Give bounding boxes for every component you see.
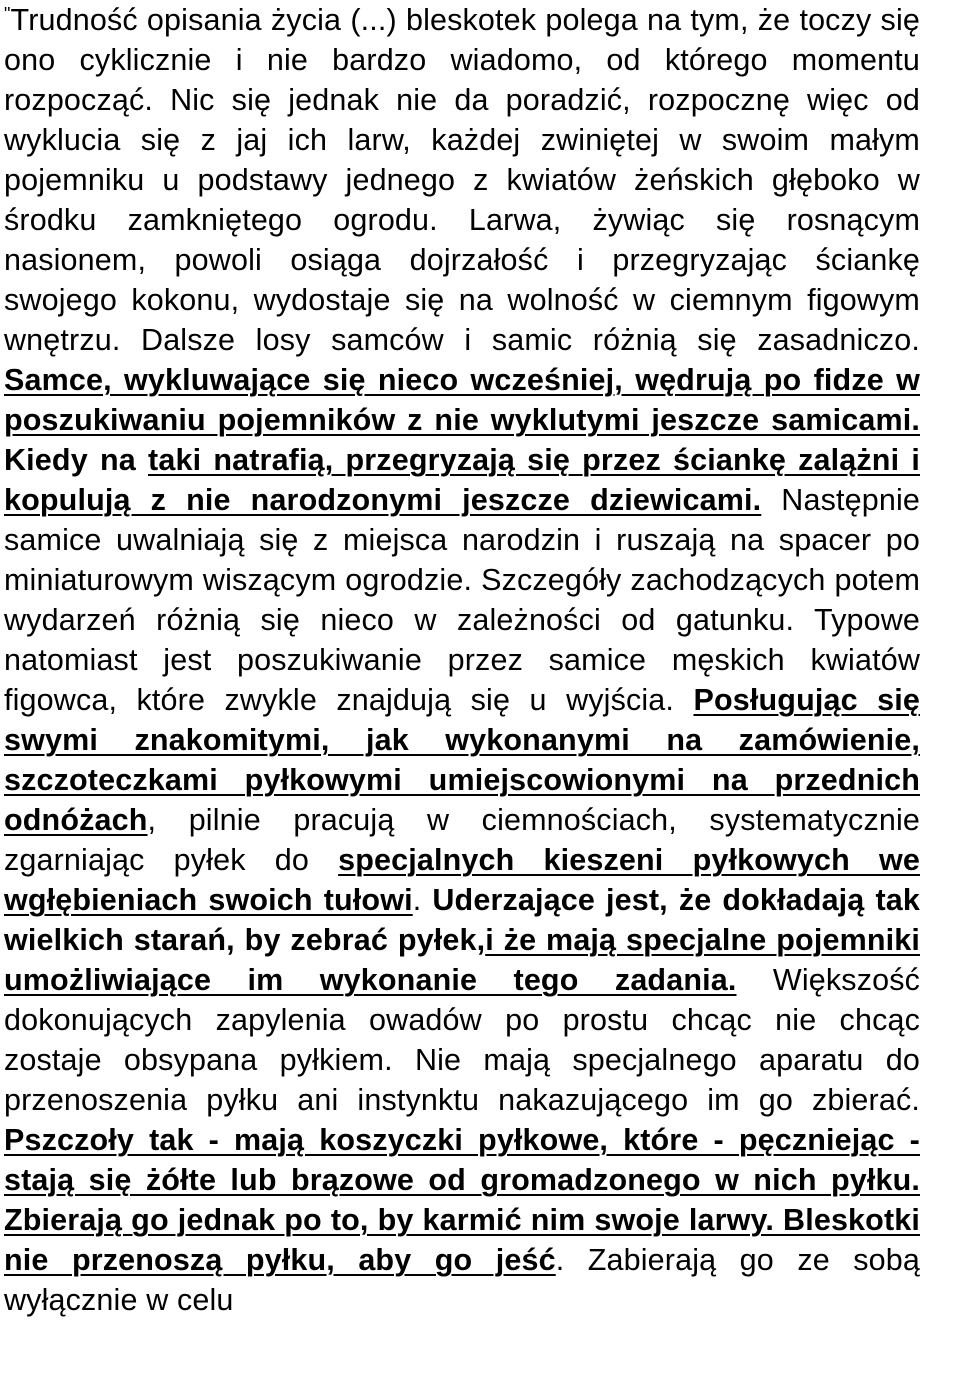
text-segment: Uderzające jest, że dokładają tak wielkich starań, by zebrać pyłek,: [4, 883, 920, 957]
text-segment: taki natrafią, przegryzają się przez ściankę zalążni i kopulują z nie narodzonymi jeszcze dziewicami.: [4, 443, 920, 517]
text-segment: , pilnie pracują w ciemnościach, systematycznie zgarniając pyłek do: [4, 803, 920, 877]
text-segment: Kiedy na: [4, 443, 149, 477]
text-segment: specjalnych kieszeni pyłkowych we wgłębieniach swoich tułowi: [4, 843, 920, 917]
text-segment: Następnie samice uwalniają się z miejsca narodzin i ruszają na spacer po miniaturowym wiszącym ogrodzie. Szczegóły zachodzących potem wydarzeń różnią się nieco w zależności od gatunku. Typowe natomiast jest poszukiwanie przez samice męskich kwiatów figowca, które zwykle znajdują się u wyjścia.: [4, 483, 920, 717]
text-segment: Posługując się swymi znakomitymi, jak wykonanymi na zamówienie, szczoteczkami pyłkowymi umiejscowionymi na przednich odnóżach: [4, 683, 920, 837]
document-page: [4, 0, 920, 1320]
text-segment: Pszczoły tak - mają koszyczki pyłkowe, które - pęczniejąc - stają się żółte lub brązowe od gromadzonego w nich pyłku. Zbierają go jednak po to, by karmić nim swoje larwy. Bleskotki nie przenoszą pyłku, aby go jeść: [4, 1123, 920, 1277]
text-segment: . Zabierają go ze sobą wyłącznie w celu: [4, 1243, 920, 1317]
text-segment: Większość dokonujących zapylenia owadów po prostu chcąc nie chcąc zostaje obsypana pyłkiem. Nie mają specjalnego aparatu do przenoszenia pyłku ani instynktu nakazującego im go zbierać.: [4, 963, 921, 1117]
body-paragraph: [4, 0, 920, 1320]
text-segment: .: [412, 883, 433, 917]
text-segment: Trudność opisania życia (...) bleskotek polega na tym, że toczy się ono cyklicznie i nie bardzo wiadomo, od którego momentu rozpocząć. Nic się jednak nie da poradzić, rozpocznę więc od wyklucia się z jaj ich larw, każdej zwiniętej w swoim małym pojemniku u podstawy jednego z kwiatów żeńskich głęboko w środku zamkniętego ogrodu. Larwa, żywiąc się rosnącym nasionem, powoli osiąga dojrzałość i przegryzając ściankę swojego kokonu, wydostaje się na wolność w ciemnym figowym wnętrzu. Dalsze losy samców i samic różnią się zasadniczo.: [4, 3, 920, 357]
text-segment: i że mają specjalne pojemniki umożliwiające im wykonanie tego zadania.: [4, 923, 920, 997]
text-segment: Samce, wykluwające się nieco wcześniej, wędrują po fidze w poszukiwaniu pojemników z nie wyklutymi jeszcze samicami.: [4, 363, 920, 437]
opening-quote-mark: ": [4, 4, 11, 24]
